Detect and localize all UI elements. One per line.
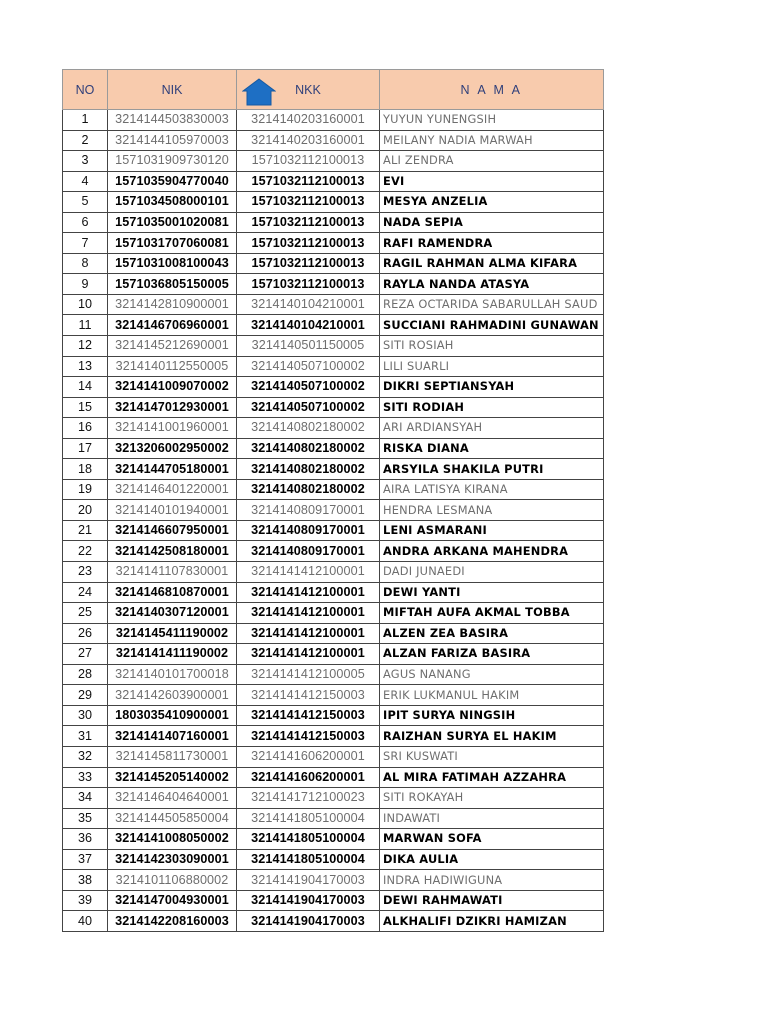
cell-nik: 3214144705180001 xyxy=(108,459,237,480)
cell-no: 10 xyxy=(63,294,108,315)
cell-no: 24 xyxy=(63,582,108,603)
cell-no: 18 xyxy=(63,459,108,480)
cell-nkk: 3214141412100001 xyxy=(237,582,380,603)
cell-nama: EVI xyxy=(380,171,604,192)
cell-nkk: 3214140809170001 xyxy=(237,520,380,541)
table-row xyxy=(63,418,604,439)
cell-nik: 3214146404640001 xyxy=(108,788,237,809)
cell-nik: 3214146401220001 xyxy=(108,479,237,500)
table-row xyxy=(63,870,604,891)
cell-nama: MEILANY NADIA MARWAH xyxy=(380,130,604,151)
cell-nik: 3214141008050002 xyxy=(108,829,237,850)
cell-no: 12 xyxy=(63,336,108,357)
cell-nama: AL MIRA FATIMAH AZZAHRA xyxy=(380,767,604,788)
cell-nama: NADA SEPIA xyxy=(380,212,604,233)
cell-no: 32 xyxy=(63,746,108,767)
cell-nama: ERIK LUKMANUL HAKIM xyxy=(380,685,604,706)
cell-nik: 3214142303090001 xyxy=(108,849,237,870)
cell-nkk: 3214141412150003 xyxy=(237,705,380,726)
cell-nik: 3214141411190002 xyxy=(108,644,237,665)
cell-nkk: 3214140802180002 xyxy=(237,479,380,500)
cell-nama: DEWI YANTI xyxy=(380,582,604,603)
cell-nik: 1571034508000101 xyxy=(108,192,237,213)
cell-nik: 3214145212690001 xyxy=(108,336,237,357)
cell-nik: 1571035904770040 xyxy=(108,171,237,192)
cell-nik: 3214147012930001 xyxy=(108,397,237,418)
table-row xyxy=(63,808,604,829)
table-row xyxy=(63,726,604,747)
table-row xyxy=(63,151,604,172)
table-row xyxy=(63,110,604,131)
cell-nkk: 3214141805100004 xyxy=(237,808,380,829)
cell-nik: 1571031707060081 xyxy=(108,233,237,254)
cell-no: 34 xyxy=(63,788,108,809)
cell-no: 28 xyxy=(63,664,108,685)
cell-nama: ALZEN ZEA BASIRA xyxy=(380,623,604,644)
cell-nik: 3214141107830001 xyxy=(108,562,237,583)
cell-no: 21 xyxy=(63,520,108,541)
cell-nkk: 3214140203160001 xyxy=(237,130,380,151)
cell-no: 27 xyxy=(63,644,108,665)
header-nkk-label: NKK xyxy=(295,82,321,97)
cell-nama: YUYUN YUNENGSIH xyxy=(380,110,604,131)
cell-nik: 3214142810900001 xyxy=(108,294,237,315)
cell-nama: DIKRI SEPTIANSYAH xyxy=(380,377,604,398)
table-row xyxy=(63,767,604,788)
cell-nik: 3214141407160001 xyxy=(108,726,237,747)
cell-nama: MARWAN SOFA xyxy=(380,829,604,850)
cell-nama: HENDRA LESMANA xyxy=(380,500,604,521)
cell-nik: 3214140112550005 xyxy=(108,356,237,377)
cell-nkk: 3214140809170001 xyxy=(237,541,380,562)
cell-nkk: 3214141412100001 xyxy=(237,623,380,644)
table-row xyxy=(63,315,604,336)
cell-nik: 3214145205140002 xyxy=(108,767,237,788)
table-row xyxy=(63,130,604,151)
table-row xyxy=(63,274,604,295)
cell-nkk: 3214140802180002 xyxy=(237,438,380,459)
cell-no: 3 xyxy=(63,151,108,172)
table-row xyxy=(63,685,604,706)
cell-nik: 3214141001960001 xyxy=(108,418,237,439)
cell-nik: 3214142508180001 xyxy=(108,541,237,562)
cell-nik: 3214144505850004 xyxy=(108,808,237,829)
cell-nama: IPIT SURYA NINGSIH xyxy=(380,705,604,726)
cell-no: 31 xyxy=(63,726,108,747)
cell-nama: DIKA AULIA xyxy=(380,849,604,870)
cell-no: 35 xyxy=(63,808,108,829)
cell-no: 7 xyxy=(63,233,108,254)
cell-nkk: 3214141805100004 xyxy=(237,829,380,850)
table-row xyxy=(63,562,604,583)
cell-nik: 3214146607950001 xyxy=(108,520,237,541)
header-row xyxy=(63,70,604,110)
cell-no: 14 xyxy=(63,377,108,398)
cell-no: 15 xyxy=(63,397,108,418)
table-row xyxy=(63,459,604,480)
cell-nkk: 3214141904170003 xyxy=(237,911,380,932)
cell-nkk: 1571032112100013 xyxy=(237,192,380,213)
cell-nama: DADI JUNAEDI xyxy=(380,562,604,583)
header-nama: N A M A xyxy=(380,70,604,110)
table-header xyxy=(63,70,604,110)
table-row xyxy=(63,479,604,500)
cell-nkk: 3214140104210001 xyxy=(237,315,380,336)
cell-nkk: 3214140104210001 xyxy=(237,294,380,315)
cell-nik: 3214145811730001 xyxy=(108,746,237,767)
cell-nama: AGUS NANANG xyxy=(380,664,604,685)
cell-nkk: 3214141904170003 xyxy=(237,890,380,911)
cell-nik: 1571035001020081 xyxy=(108,212,237,233)
cell-nama: RAIZHAN SURYA EL HAKIM xyxy=(380,726,604,747)
cell-nik: 3214144105970003 xyxy=(108,130,237,151)
cell-nama: MESYA ANZELIA xyxy=(380,192,604,213)
table-row xyxy=(63,171,604,192)
cell-nik: 3214144503830003 xyxy=(108,110,237,131)
cell-nama: LILI SUARLI xyxy=(380,356,604,377)
cell-nik: 3214140101940001 xyxy=(108,500,237,521)
cell-nik: 3214142603900001 xyxy=(108,685,237,706)
cell-no: 19 xyxy=(63,479,108,500)
cell-nik: 3213206002950002 xyxy=(108,438,237,459)
cell-no: 20 xyxy=(63,500,108,521)
cell-nkk: 3214140507100002 xyxy=(237,356,380,377)
cell-nkk: 3214141904170003 xyxy=(237,870,380,891)
cell-nama: INDRA HADIWIGUNA xyxy=(380,870,604,891)
home-icon xyxy=(242,78,276,106)
table-row xyxy=(63,582,604,603)
cell-nik: 3214146810870001 xyxy=(108,582,237,603)
cell-no: 11 xyxy=(63,315,108,336)
cell-nkk: 3214141606200001 xyxy=(237,767,380,788)
cell-no: 40 xyxy=(63,911,108,932)
cell-nkk: 1571032112100013 xyxy=(237,171,380,192)
table-row xyxy=(63,397,604,418)
cell-no: 1 xyxy=(63,110,108,131)
cell-nkk: 3214140507100002 xyxy=(237,377,380,398)
cell-no: 9 xyxy=(63,274,108,295)
table-row xyxy=(63,253,604,274)
data-sheet xyxy=(62,69,603,932)
cell-no: 6 xyxy=(63,212,108,233)
cell-nkk: 3214141412100005 xyxy=(237,664,380,685)
cell-nama: SITI ROKAYAH xyxy=(380,788,604,809)
cell-nkk: 3214140507100002 xyxy=(237,397,380,418)
cell-nkk: 3214141712100023 xyxy=(237,788,380,809)
cell-no: 30 xyxy=(63,705,108,726)
cell-nik: 1571036805150005 xyxy=(108,274,237,295)
cell-nkk: 3214141606200001 xyxy=(237,746,380,767)
header-no: NO xyxy=(63,70,108,110)
cell-nama: ANDRA ARKANA MAHENDRA xyxy=(380,541,604,562)
cell-no: 26 xyxy=(63,623,108,644)
table-row xyxy=(63,192,604,213)
table-row xyxy=(63,911,604,932)
cell-nama: RAYLA NANDA ATASYA xyxy=(380,274,604,295)
table-row xyxy=(63,890,604,911)
cell-nama: SUCCIANI RAHMADINI GUNAWAN xyxy=(380,315,604,336)
table-row xyxy=(63,336,604,357)
cell-no: 16 xyxy=(63,418,108,439)
cell-nkk: 3214141412100001 xyxy=(237,603,380,624)
cell-nama: ALKHALIFI DZIKRI HAMIZAN xyxy=(380,911,604,932)
cell-nama: SITI RODIAH xyxy=(380,397,604,418)
table-row xyxy=(63,849,604,870)
cell-no: 39 xyxy=(63,890,108,911)
table-row xyxy=(63,603,604,624)
cell-no: 4 xyxy=(63,171,108,192)
cell-nama: RISKA DIANA xyxy=(380,438,604,459)
cell-nkk: 3214141412100001 xyxy=(237,644,380,665)
cell-nama: SITI ROSIAH xyxy=(380,336,604,357)
cell-no: 37 xyxy=(63,849,108,870)
table-row xyxy=(63,520,604,541)
cell-nkk: 3214141412100001 xyxy=(237,562,380,583)
cell-no: 36 xyxy=(63,829,108,850)
cell-no: 17 xyxy=(63,438,108,459)
cell-nama: ALZAN FARIZA BASIRA xyxy=(380,644,604,665)
cell-nik: 3214146706960001 xyxy=(108,315,237,336)
cell-nik: 3214145411190002 xyxy=(108,623,237,644)
cell-nama: ARSYILA SHAKILA PUTRI xyxy=(380,459,604,480)
cell-nama: AIRA LATISYA KIRANA xyxy=(380,479,604,500)
cell-nkk: 1571032112100013 xyxy=(237,212,380,233)
cell-nik: 3214140307120001 xyxy=(108,603,237,624)
table-row xyxy=(63,705,604,726)
cell-no: 29 xyxy=(63,685,108,706)
cell-nkk: 1571032112100013 xyxy=(237,151,380,172)
cell-nkk: 3214140802180002 xyxy=(237,459,380,480)
cell-nkk: 3214140802180002 xyxy=(237,418,380,439)
table-row xyxy=(63,356,604,377)
cell-nkk: 3214140809170001 xyxy=(237,500,380,521)
cell-no: 2 xyxy=(63,130,108,151)
cell-nkk: 3214141805100004 xyxy=(237,849,380,870)
table-row xyxy=(63,212,604,233)
cell-nkk: 3214141412150003 xyxy=(237,726,380,747)
cell-no: 25 xyxy=(63,603,108,624)
table-row xyxy=(63,294,604,315)
cell-nama: DEWI RAHMAWATI xyxy=(380,890,604,911)
cell-nkk: 3214140203160001 xyxy=(237,110,380,131)
cell-nkk: 1571032112100013 xyxy=(237,274,380,295)
cell-nkk: 3214141412150003 xyxy=(237,685,380,706)
header-nik: NIK xyxy=(108,70,237,110)
table-row xyxy=(63,664,604,685)
cell-nama: SRI KUSWATI xyxy=(380,746,604,767)
cell-nkk: 1571032112100013 xyxy=(237,233,380,254)
table-row xyxy=(63,500,604,521)
cell-nama: ALI ZENDRA xyxy=(380,151,604,172)
cell-no: 22 xyxy=(63,541,108,562)
cell-nik: 3214101106880002 xyxy=(108,870,237,891)
cell-nama: RAGIL RAHMAN ALMA KIFARA xyxy=(380,253,604,274)
table-row xyxy=(63,541,604,562)
table-row xyxy=(63,233,604,254)
table-row xyxy=(63,644,604,665)
cell-no: 33 xyxy=(63,767,108,788)
cell-no: 8 xyxy=(63,253,108,274)
cell-no: 13 xyxy=(63,356,108,377)
cell-nama: MIFTAH AUFA AKMAL TOBBA xyxy=(380,603,604,624)
cell-nik: 3214141009070002 xyxy=(108,377,237,398)
cell-no: 23 xyxy=(63,562,108,583)
table-row xyxy=(63,829,604,850)
cell-no: 38 xyxy=(63,870,108,891)
cell-nama: REZA OCTARIDA SABARULLAH SAUD xyxy=(380,294,604,315)
cell-nama: LENI ASMARANI xyxy=(380,520,604,541)
header-nkk xyxy=(237,70,380,110)
cell-nik: 1803035410900001 xyxy=(108,705,237,726)
cell-nama: INDAWATI xyxy=(380,808,604,829)
resident-table xyxy=(62,69,604,932)
table-row xyxy=(63,438,604,459)
cell-no: 5 xyxy=(63,192,108,213)
cell-nik: 1571031909730120 xyxy=(108,151,237,172)
cell-nkk: 1571032112100013 xyxy=(237,253,380,274)
table-row xyxy=(63,746,604,767)
table-row xyxy=(63,377,604,398)
cell-nama: ARI ARDIANSYAH xyxy=(380,418,604,439)
table-row xyxy=(63,788,604,809)
cell-nik: 3214140101700018 xyxy=(108,664,237,685)
cell-nik: 3214147004930001 xyxy=(108,890,237,911)
cell-nik: 1571031008100043 xyxy=(108,253,237,274)
table-body xyxy=(63,110,604,932)
cell-nkk: 3214140501150005 xyxy=(237,336,380,357)
table-row xyxy=(63,623,604,644)
cell-nik: 3214142208160003 xyxy=(108,911,237,932)
cell-nama: RAFI RAMENDRA xyxy=(380,233,604,254)
